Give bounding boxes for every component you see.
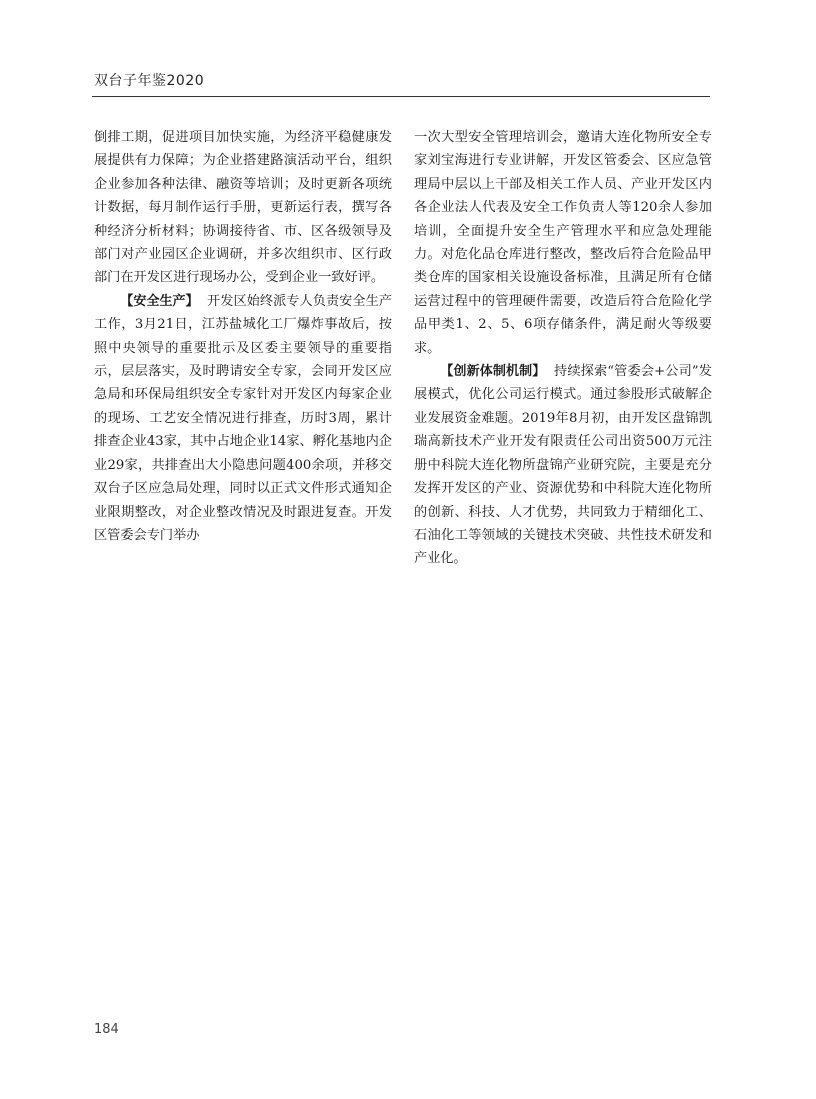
header-rule	[92, 96, 710, 97]
page-number: 184	[94, 1022, 119, 1037]
paragraph-body: 开发区始终派专人负责安全生产工作，3月21日，江苏盐城化工厂爆炸事故后，按照中央领导的重要批示及区委主要领导的重要指示，层层落实，及时聘请安全专家，会同开发区应急局和环保局组织安全专家针对开发区内每家企业的现场、工艺安全情况进行排查，历时3周，累计排查企业43家，其中占地企业14家、孵化基地内企业29家，共排查出大小隐患问题400余项，并移交双台子区应急局处理，同时以正式文件形式通知企业限期整改，对企业整改情况及时跟进复查。开发区管委会专门举办	[94, 293, 392, 543]
paragraph-safety-production	[94, 290, 392, 547]
paragraph-continuation: 一次大型安全管理培训会，邀请大连化物所安全专家刘宝海进行专业讲解，开发区管委会、区应急管理局中层以上干部及相关工作人员、产业开发区内各企业法人代表及安全工作负责人等120余人参加培训，全面提升安全生产管理水平和应急处理能力。对危化品仓库进行整改，整改后符合危险品甲类仓库的国家相关设施设备标准，且满足所有仓储运营过程中的管理硬件需要，改造后符合危险化学品甲类1、2、5、6项存储条件，满足耐火等级要求。	[414, 130, 712, 356]
paragraph-continuation: 倒排工期，促进项目加快实施，为经济平稳健康发展提供有力保障；为企业搭建路演活动平台，组织企业参加各种法律、融资等培训；及时更新各项统计数据，每月制作运行手册，更新运行表，撰写各种经济分析材料；协调接待省、市、区各级领导及部门对产业园区企业调研，并多次组织市、区行政部门在开发区进行现场办公，受到企业一致好评。	[94, 130, 392, 286]
paragraph-innovation-mechanism	[414, 360, 712, 571]
left-column	[94, 126, 392, 547]
section-heading-safety-production: 【安全生产】	[120, 293, 199, 309]
running-header-title: 双台子年鉴2020	[94, 73, 205, 89]
right-column	[414, 126, 712, 571]
section-heading-innovation-mechanism: 【创新体制机制】	[440, 364, 546, 380]
paragraph-body: 持续探索“管委会+公司”发展模式，优化公司运行模式。通过参股形式破解企业发展资金难题。2019年8月初，由开发区盘锦凯瑞高新技术产业开发有限责任公司出资500万元注册中科院大连化物所盘锦产业研究院，主要是充分发挥开发区的产业、资源优势和中科院大连化物所的创新、科技、人才优势，共同致力于精细化工、石油化工等领域的关键技术突破、共性技术研发和产业化。	[414, 364, 712, 567]
